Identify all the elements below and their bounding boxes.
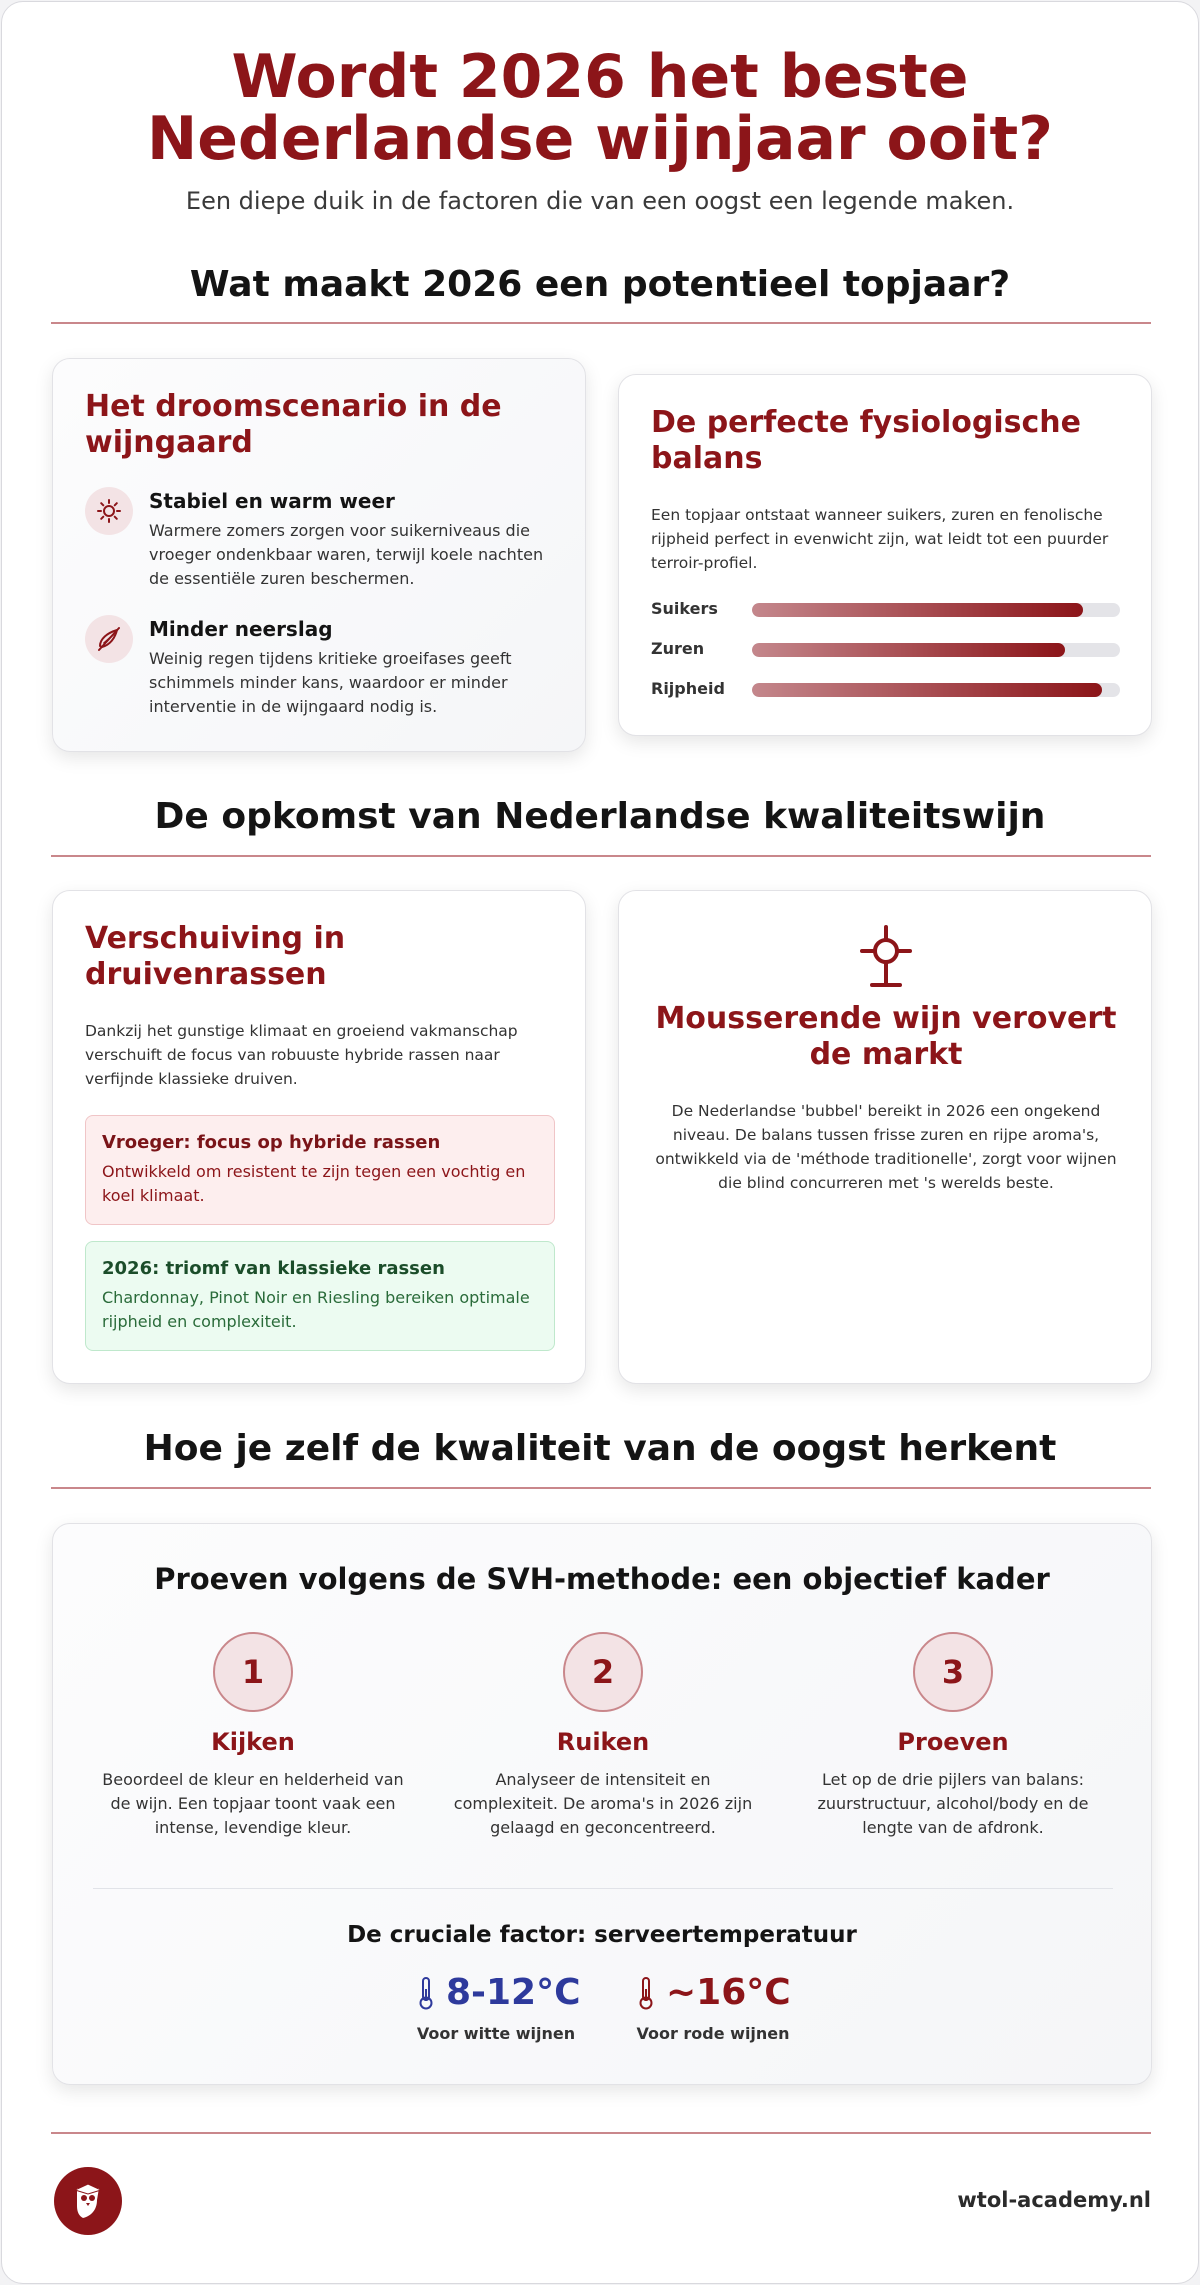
bar-label-suikers: Suikers	[651, 599, 718, 618]
note-heading: 2026: triomf van klassieke rassen	[102, 1258, 445, 1279]
bar-fill	[752, 603, 1083, 617]
temperature-white-value: 8-12°C	[446, 1972, 581, 2013]
section-divider	[51, 322, 1151, 324]
note-vroeger	[85, 1115, 555, 1225]
card-text: Een topjaar ontstaat wanneer suikers, zuren en fenolische rijpheid perfect in evenwicht zijn, wat leidt tot een puurder terroir-profiel.	[651, 506, 1109, 572]
card-balans	[618, 374, 1152, 736]
feature-heading: Minder neerslag	[149, 617, 333, 641]
card-druivenrassen	[52, 890, 586, 1384]
title-line-1: Wordt 2026 het beste	[231, 42, 969, 112]
bar-track-suikers	[752, 603, 1120, 617]
step-title: Proeven	[897, 1728, 1009, 1756]
sparkling-glass-icon	[856, 925, 916, 989]
card-svh-methode	[52, 1523, 1152, 2085]
card-title: Verschuiving in druivenrassen	[85, 921, 346, 992]
step-title: Kijken	[211, 1728, 295, 1756]
card-text: Dankzij het gunstige klimaat en groeiend vakmanschap verschuift de focus van robuuste hybride rassen naar verfijnde klassieke druiven.	[85, 1022, 518, 1088]
note-heading: Vroeger: focus op hybride rassen	[102, 1132, 441, 1153]
page-title	[2, 42, 1198, 174]
note-text: Chardonnay, Pinot Noir en Riesling bereiken optimale rijpheid en complexiteit.	[102, 1288, 530, 1331]
card-title: Mousserende wijn verovert de markt	[655, 1001, 1117, 1072]
section-title-kwaliteitswijn: De opkomst van Nederlandse kwaliteitswijn	[154, 796, 1046, 837]
step-text: Beoordeel de kleur en helderheid van de wijn. Een topjaar toont vaak een intense, levendige kleur.	[102, 1770, 404, 1837]
page	[1, 1, 1199, 2284]
bar-label-zuren: Zuren	[651, 639, 705, 658]
card-title: Proeven volgens de SVH-methode: een objectief kader	[154, 1562, 1050, 1596]
step-number-2: 2	[563, 1632, 643, 1712]
step-text: Analyseer de intensiteit en complexiteit. De aroma's in 2026 zijn gelaagd en geconcentreerd.	[453, 1770, 753, 1837]
section-title-oogst: Hoe je zelf de kwaliteit van de oogst herkent	[143, 1428, 1057, 1469]
no-rain-icon	[85, 615, 133, 663]
temperature-red-caption: Voor rode wijnen	[636, 2024, 790, 2043]
card-title: De perfecte fysiologische balans	[651, 405, 1081, 476]
bar-track-rijpheid	[752, 683, 1120, 697]
feature-text: Warmere zomers zorgen voor suikerniveaus die vroeger ondenkbaar waren, terwijl koele nachten de essentiële zuren beschermen.	[149, 521, 544, 588]
card-text: De Nederlandse 'bubbel' bereikt in 2026 een ongekend niveau. De balans tussen frisse zuren en rijpe aroma's, ontwikkeld via de 'méthode traditionelle', zorgt voor wijnen die blind concurreren met 's werelds beste.	[655, 1102, 1117, 1192]
card-droomscenario	[52, 358, 586, 752]
card-divider	[93, 1888, 1113, 1889]
footer-divider	[51, 2132, 1151, 2134]
step-title: Ruiken	[556, 1728, 650, 1756]
thermometer-icon	[636, 1975, 656, 2011]
note-2026	[85, 1241, 555, 1351]
footer-website-link[interactable]: wtol-academy.nl	[957, 2188, 1151, 2212]
bar-fill	[752, 643, 1065, 657]
temperature-white-caption: Voor witte wijnen	[416, 2024, 576, 2043]
section-divider	[51, 855, 1151, 857]
page-subtitle: Een diepe duik in de factoren die van een oogst een legende maken.	[185, 187, 1015, 215]
card-title: Het droomscenario in de wijngaard	[85, 389, 502, 460]
feature-heading: Stabiel en warm weer	[149, 489, 395, 513]
bar-track-zuren	[752, 643, 1120, 657]
bar-label-rijpheid: Rijpheid	[651, 679, 725, 698]
step-text: Let op de drie pijlers van balans: zuurstructuur, alcohol/body en de lengte van de afdronk.	[817, 1770, 1089, 1837]
section-title-topjaar: Wat maakt 2026 een potentieel topjaar?	[189, 264, 1011, 305]
temperature-heading: De cruciale factor: serveertemperatuur	[347, 1922, 857, 1948]
sun-icon	[85, 487, 133, 535]
bar-fill	[752, 683, 1102, 697]
thermometer-icon	[416, 1975, 436, 2011]
step-number-3: 3	[913, 1632, 993, 1712]
step-number-1: 1	[213, 1632, 293, 1712]
note-text: Ontwikkeld om resistent te zijn tegen een vochtig en koel klimaat.	[102, 1162, 526, 1205]
temperature-red-value: ~16°C	[666, 1972, 791, 2013]
section-divider	[51, 1487, 1151, 1489]
card-mousserend	[618, 890, 1152, 1384]
title-line-2: Nederlandse wijnjaar ooit?	[147, 104, 1053, 174]
feature-text: Weinig regen tijdens kritieke groeifases geeft schimmels minder kans, waardoor er minder interventie in de wijngaard nodig is.	[149, 649, 512, 716]
